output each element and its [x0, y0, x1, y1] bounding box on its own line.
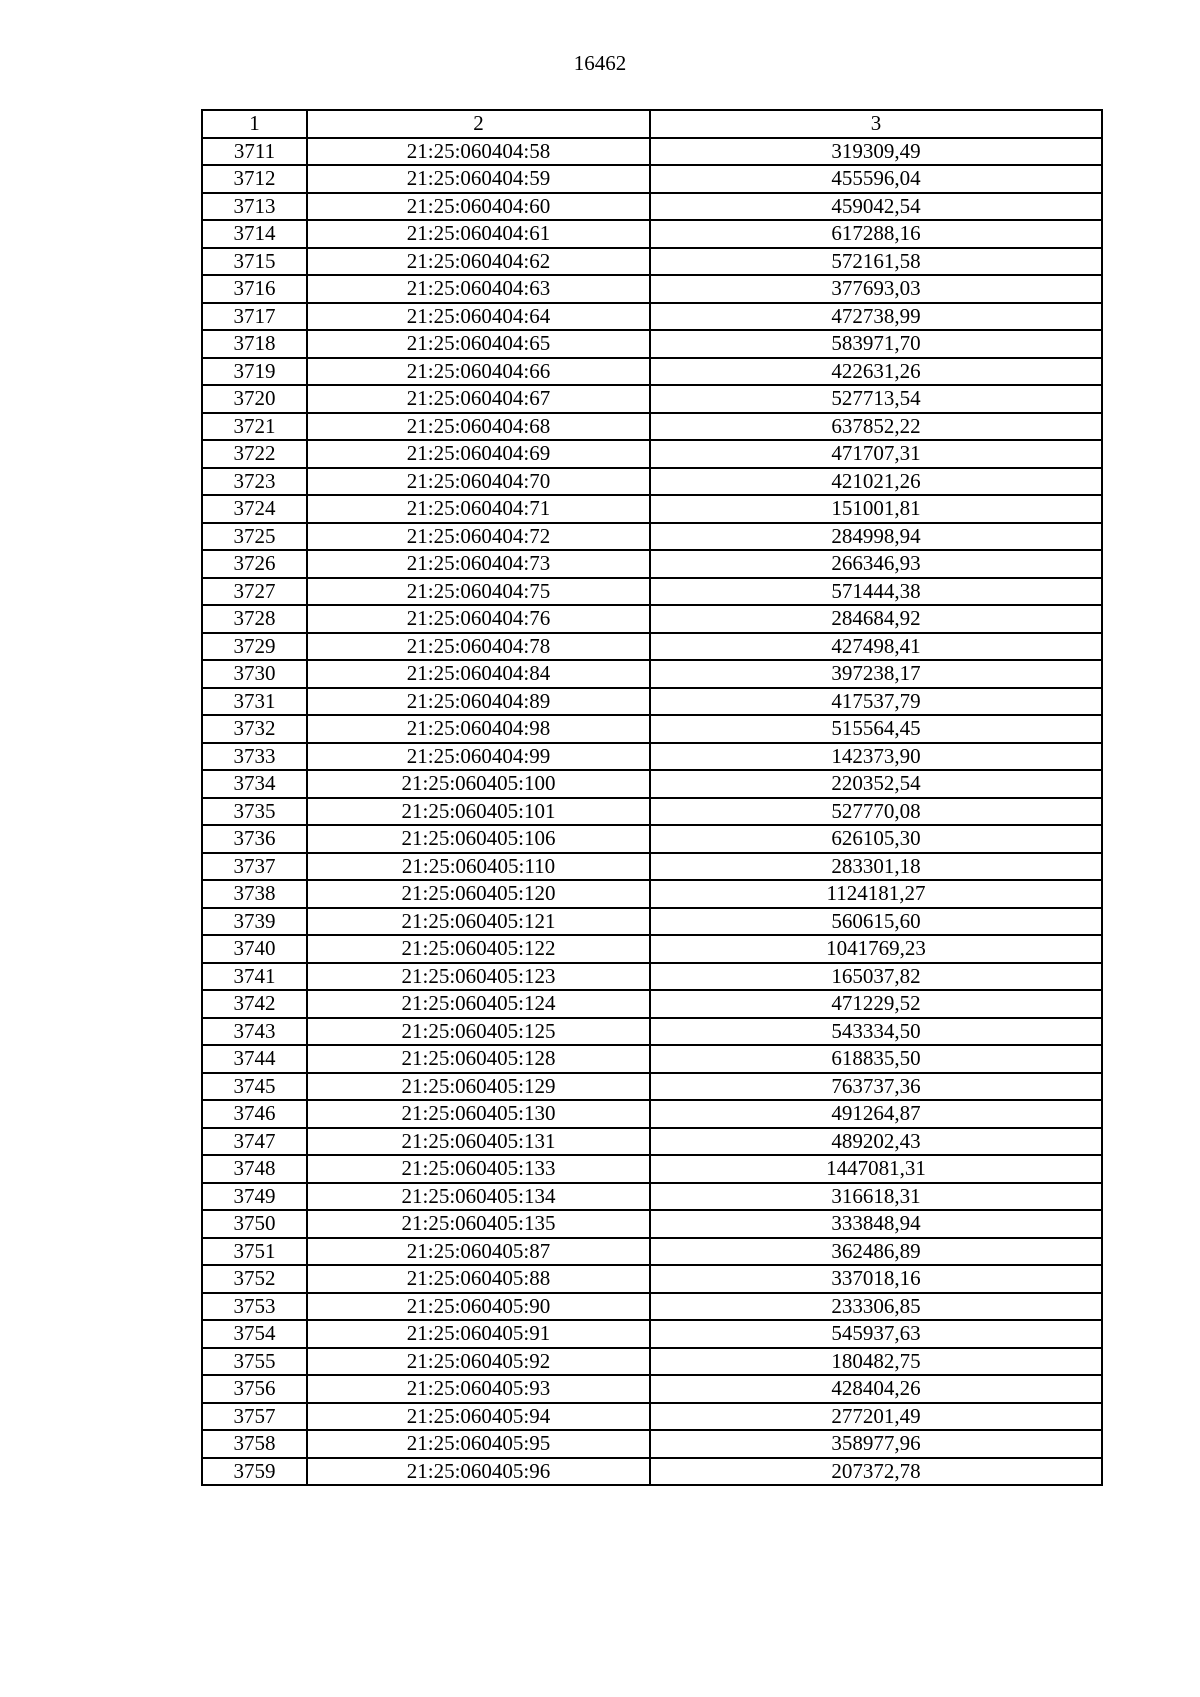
value-cell: 427498,41	[650, 633, 1102, 661]
value-cell: 151001,81	[650, 495, 1102, 523]
table-row	[202, 193, 1102, 221]
row-number-cell: 3722	[202, 440, 307, 468]
cadastral-number-cell: 21:25:060404:71	[307, 495, 650, 523]
cadastral-number-cell: 21:25:060404:78	[307, 633, 650, 661]
table-row	[202, 1128, 1102, 1156]
table-row	[202, 963, 1102, 991]
value-cell: 142373,90	[650, 743, 1102, 771]
value-cell: 491264,87	[650, 1100, 1102, 1128]
table-row	[202, 1265, 1102, 1293]
value-cell: 283301,18	[650, 853, 1102, 881]
cadastral-number-cell: 21:25:060405:133	[307, 1155, 650, 1183]
table-row	[202, 1430, 1102, 1458]
table-row	[202, 1320, 1102, 1348]
row-number-cell: 3742	[202, 990, 307, 1018]
row-number-cell: 3758	[202, 1430, 307, 1458]
table-row	[202, 1183, 1102, 1211]
table-row	[202, 798, 1102, 826]
header-col-3: 3	[650, 110, 1102, 138]
table-row	[202, 1375, 1102, 1403]
table-row	[202, 1403, 1102, 1431]
row-number-cell: 3712	[202, 165, 307, 193]
value-cell: 284684,92	[650, 605, 1102, 633]
table-row	[202, 275, 1102, 303]
value-cell: 617288,16	[650, 220, 1102, 248]
value-cell: 459042,54	[650, 193, 1102, 221]
row-number-cell: 3717	[202, 303, 307, 331]
row-number-cell: 3730	[202, 660, 307, 688]
header-col-1: 1	[202, 110, 307, 138]
cadastral-number-cell: 21:25:060405:125	[307, 1018, 650, 1046]
row-number-cell: 3728	[202, 605, 307, 633]
table-row	[202, 633, 1102, 661]
cadastral-number-cell: 21:25:060405:106	[307, 825, 650, 853]
row-number-cell: 3741	[202, 963, 307, 991]
value-cell: 543334,50	[650, 1018, 1102, 1046]
row-number-cell: 3755	[202, 1348, 307, 1376]
cadastral-number-cell: 21:25:060405:123	[307, 963, 650, 991]
cadastral-number-cell: 21:25:060404:75	[307, 578, 650, 606]
cadastral-number-cell: 21:25:060405:129	[307, 1073, 650, 1101]
row-number-cell: 3736	[202, 825, 307, 853]
cadastral-number-cell: 21:25:060405:87	[307, 1238, 650, 1266]
row-number-cell: 3740	[202, 935, 307, 963]
value-cell: 165037,82	[650, 963, 1102, 991]
table-row	[202, 358, 1102, 386]
cadastral-number-cell: 21:25:060405:95	[307, 1430, 650, 1458]
row-number-cell: 3751	[202, 1238, 307, 1266]
value-cell: 618835,50	[650, 1045, 1102, 1073]
table-row	[202, 605, 1102, 633]
table-row	[202, 495, 1102, 523]
table-row	[202, 935, 1102, 963]
row-number-cell: 3720	[202, 385, 307, 413]
value-cell: 583971,70	[650, 330, 1102, 358]
row-number-cell: 3726	[202, 550, 307, 578]
cadastral-number-cell: 21:25:060405:131	[307, 1128, 650, 1156]
table-row	[202, 578, 1102, 606]
cadastral-number-cell: 21:25:060404:61	[307, 220, 650, 248]
cadastral-number-cell: 21:25:060405:134	[307, 1183, 650, 1211]
table-row	[202, 1073, 1102, 1101]
table-row	[202, 880, 1102, 908]
value-cell: 1041769,23	[650, 935, 1102, 963]
cadastral-number-cell: 21:25:060404:63	[307, 275, 650, 303]
cadastral-number-cell: 21:25:060405:92	[307, 1348, 650, 1376]
table-row	[202, 165, 1102, 193]
row-number-cell: 3753	[202, 1293, 307, 1321]
value-cell: 1447081,31	[650, 1155, 1102, 1183]
cadastral-number-cell: 21:25:060404:66	[307, 358, 650, 386]
cadastral-number-cell: 21:25:060405:121	[307, 908, 650, 936]
table-row	[202, 743, 1102, 771]
value-cell: 207372,78	[650, 1458, 1102, 1486]
cadastral-number-cell: 21:25:060405:100	[307, 770, 650, 798]
value-cell: 233306,85	[650, 1293, 1102, 1321]
cadastral-number-cell: 21:25:060405:124	[307, 990, 650, 1018]
cadastral-number-cell: 21:25:060404:67	[307, 385, 650, 413]
cadastral-number-cell: 21:25:060405:90	[307, 1293, 650, 1321]
row-number-cell: 3721	[202, 413, 307, 441]
table-row	[202, 413, 1102, 441]
table-row	[202, 468, 1102, 496]
cadastral-number-cell: 21:25:060404:76	[307, 605, 650, 633]
value-cell: 421021,26	[650, 468, 1102, 496]
table-row	[202, 1045, 1102, 1073]
table-row	[202, 523, 1102, 551]
table-body	[202, 138, 1102, 1486]
header-col-2: 2	[307, 110, 650, 138]
value-cell: 515564,45	[650, 715, 1102, 743]
cadastral-number-cell: 21:25:060404:89	[307, 688, 650, 716]
value-cell: 545937,63	[650, 1320, 1102, 1348]
value-cell: 333848,94	[650, 1210, 1102, 1238]
value-cell: 266346,93	[650, 550, 1102, 578]
value-cell: 377693,03	[650, 275, 1102, 303]
table-header	[202, 110, 1102, 138]
row-number-cell: 3757	[202, 1403, 307, 1431]
table-row	[202, 990, 1102, 1018]
row-number-cell: 3737	[202, 853, 307, 881]
row-number-cell: 3727	[202, 578, 307, 606]
table-row	[202, 1458, 1102, 1486]
table-row	[202, 138, 1102, 166]
value-cell: 337018,16	[650, 1265, 1102, 1293]
row-number-cell: 3739	[202, 908, 307, 936]
row-number-cell: 3715	[202, 248, 307, 276]
cadastral-number-cell: 21:25:060404:72	[307, 523, 650, 551]
cadastral-number-cell: 21:25:060405:120	[307, 880, 650, 908]
cadastral-number-cell: 21:25:060405:101	[307, 798, 650, 826]
table-row	[202, 385, 1102, 413]
row-number-cell: 3731	[202, 688, 307, 716]
row-number-cell: 3734	[202, 770, 307, 798]
page-number: 16462	[573, 51, 627, 75]
cadastral-number-cell: 21:25:060404:64	[307, 303, 650, 331]
row-number-cell: 3746	[202, 1100, 307, 1128]
cadastral-number-cell: 21:25:060405:91	[307, 1320, 650, 1348]
table-row	[202, 1155, 1102, 1183]
cadastral-number-cell: 21:25:060405:88	[307, 1265, 650, 1293]
cadastral-number-cell: 21:25:060404:58	[307, 138, 650, 166]
row-number-cell: 3723	[202, 468, 307, 496]
row-number-cell: 3714	[202, 220, 307, 248]
table-row	[202, 770, 1102, 798]
row-number-cell: 3735	[202, 798, 307, 826]
value-cell: 284998,94	[650, 523, 1102, 551]
cadastral-number-cell: 21:25:060404:69	[307, 440, 650, 468]
value-cell: 358977,96	[650, 1430, 1102, 1458]
row-number-cell: 3745	[202, 1073, 307, 1101]
cadastral-number-cell: 21:25:060405:93	[307, 1375, 650, 1403]
value-cell: 489202,43	[650, 1128, 1102, 1156]
value-cell: 362486,89	[650, 1238, 1102, 1266]
row-number-cell: 3738	[202, 880, 307, 908]
table-row	[202, 220, 1102, 248]
value-cell: 180482,75	[650, 1348, 1102, 1376]
value-cell: 220352,54	[650, 770, 1102, 798]
row-number-cell: 3752	[202, 1265, 307, 1293]
value-cell: 277201,49	[650, 1403, 1102, 1431]
cadastral-number-cell: 21:25:060404:60	[307, 193, 650, 221]
table-row	[202, 248, 1102, 276]
table-row	[202, 1293, 1102, 1321]
value-cell: 472738,99	[650, 303, 1102, 331]
row-number-cell: 3750	[202, 1210, 307, 1238]
table-row	[202, 1018, 1102, 1046]
table-row	[202, 715, 1102, 743]
value-cell: 455596,04	[650, 165, 1102, 193]
cadastral-number-cell: 21:25:060404:73	[307, 550, 650, 578]
table-row	[202, 1100, 1102, 1128]
row-number-cell: 3718	[202, 330, 307, 358]
row-number-cell: 3719	[202, 358, 307, 386]
row-number-cell: 3716	[202, 275, 307, 303]
cadastral-number-cell: 21:25:060405:122	[307, 935, 650, 963]
cadastral-number-cell: 21:25:060404:84	[307, 660, 650, 688]
cadastral-number-cell: 21:25:060405:128	[307, 1045, 650, 1073]
value-cell: 316618,31	[650, 1183, 1102, 1211]
cadastral-number-cell: 21:25:060404:98	[307, 715, 650, 743]
table-row	[202, 1348, 1102, 1376]
row-number-cell: 3759	[202, 1458, 307, 1486]
row-number-cell: 3729	[202, 633, 307, 661]
row-number-cell: 3748	[202, 1155, 307, 1183]
cadastral-number-cell: 21:25:060404:99	[307, 743, 650, 771]
cadastral-number-cell: 21:25:060404:68	[307, 413, 650, 441]
row-number-cell: 3749	[202, 1183, 307, 1211]
value-cell: 527770,08	[650, 798, 1102, 826]
table-row	[202, 550, 1102, 578]
cadastral-number-cell: 21:25:060405:110	[307, 853, 650, 881]
cadastral-number-cell: 21:25:060404:59	[307, 165, 650, 193]
row-number-cell: 3744	[202, 1045, 307, 1073]
table-header-row	[202, 110, 1102, 138]
value-cell: 422631,26	[650, 358, 1102, 386]
value-cell: 763737,36	[650, 1073, 1102, 1101]
value-cell: 626105,30	[650, 825, 1102, 853]
table-row	[202, 330, 1102, 358]
value-cell: 527713,54	[650, 385, 1102, 413]
cadastral-number-cell: 21:25:060405:96	[307, 1458, 650, 1486]
row-number-cell: 3725	[202, 523, 307, 551]
value-cell: 637852,22	[650, 413, 1102, 441]
cadastral-number-cell: 21:25:060405:135	[307, 1210, 650, 1238]
row-number-cell: 3747	[202, 1128, 307, 1156]
row-number-cell: 3743	[202, 1018, 307, 1046]
value-cell: 560615,60	[650, 908, 1102, 936]
table-row	[202, 1238, 1102, 1266]
table-row	[202, 825, 1102, 853]
row-number-cell: 3732	[202, 715, 307, 743]
row-number-cell: 3713	[202, 193, 307, 221]
value-cell: 397238,17	[650, 660, 1102, 688]
table-row	[202, 853, 1102, 881]
row-number-cell: 3724	[202, 495, 307, 523]
table-row	[202, 688, 1102, 716]
value-cell: 319309,49	[650, 138, 1102, 166]
data-table	[201, 109, 1103, 1486]
cadastral-number-cell: 21:25:060405:130	[307, 1100, 650, 1128]
cadastral-number-cell: 21:25:060404:70	[307, 468, 650, 496]
row-number-cell: 3733	[202, 743, 307, 771]
table-row	[202, 303, 1102, 331]
value-cell: 571444,38	[650, 578, 1102, 606]
value-cell: 1124181,27	[650, 880, 1102, 908]
cadastral-number-cell: 21:25:060404:65	[307, 330, 650, 358]
value-cell: 471707,31	[650, 440, 1102, 468]
row-number-cell: 3711	[202, 138, 307, 166]
table-row	[202, 660, 1102, 688]
row-number-cell: 3756	[202, 1375, 307, 1403]
table-row	[202, 440, 1102, 468]
cadastral-number-cell: 21:25:060404:62	[307, 248, 650, 276]
table-row	[202, 908, 1102, 936]
table-row	[202, 1210, 1102, 1238]
value-cell: 471229,52	[650, 990, 1102, 1018]
cadastral-number-cell: 21:25:060405:94	[307, 1403, 650, 1431]
value-cell: 428404,26	[650, 1375, 1102, 1403]
row-number-cell: 3754	[202, 1320, 307, 1348]
value-cell: 417537,79	[650, 688, 1102, 716]
value-cell: 572161,58	[650, 248, 1102, 276]
